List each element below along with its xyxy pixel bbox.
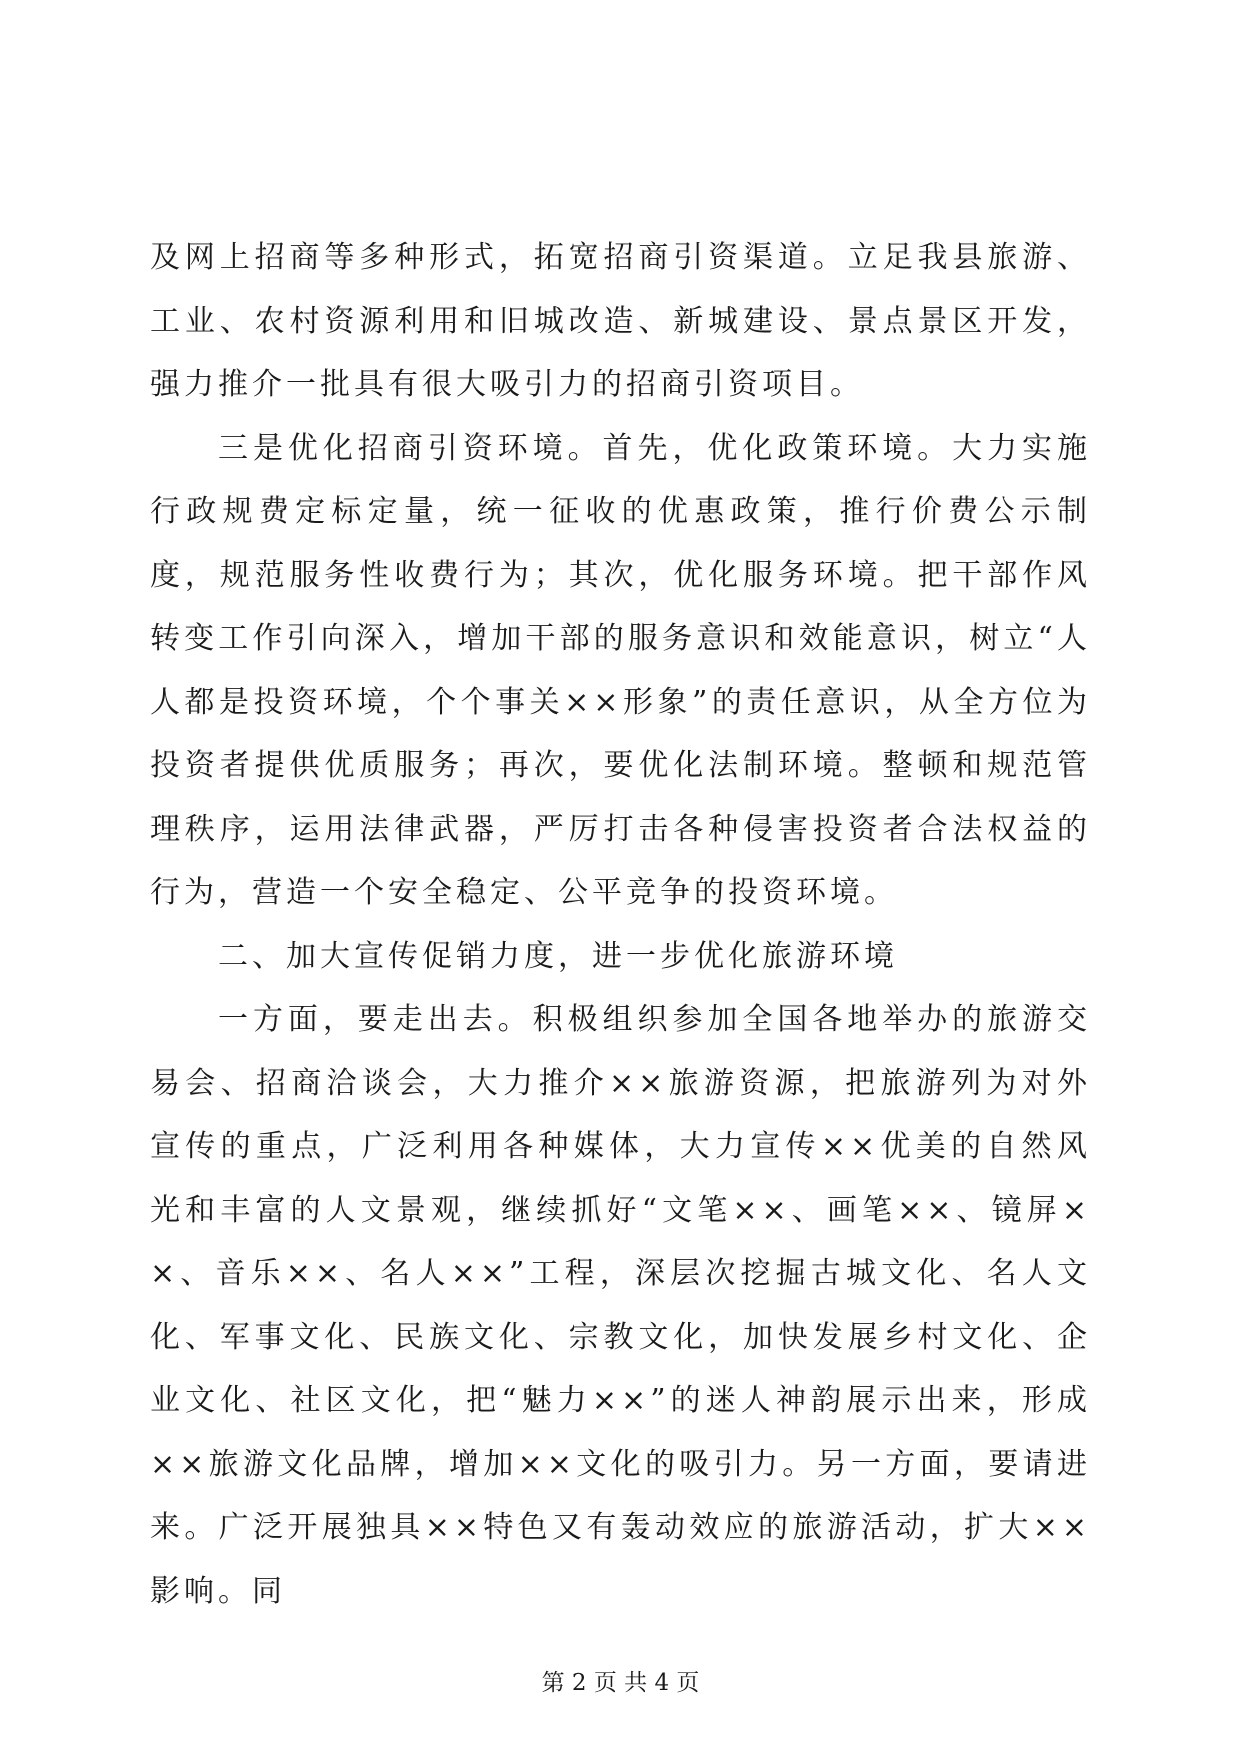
document-body (150, 226, 1091, 1623)
body-paragraph-tourism-promotion: 一方面，要走出去。积极组织参加全国各地举办的旅游交易会、招商洽谈会，大力推介××旅游资源，把旅游列为对外宣传的重点，广泛利用各种媒体，大力宣传××优美的自然风光和丰富的人文景观，继续抓好“文笔××、画笔××、镜屏××、音乐××、名人××”工程，深层次挖掘古城文化、名人文化、军事文化、民族文化、宗教文化，加快发展乡村文化、企业文化、社区文化，把“魅力××”的迷人神韵展示出来，形成××旅游文化品牌，增加××文化的吸引力。另一方面，要请进来。广泛开展独具××特色又有轰动效应的旅游活动，扩大××影响。同 (150, 1002, 1091, 1609)
page-number-footer: 第 2 页 共 4 页 (541, 1670, 700, 1696)
section-heading-promotion: 二、加大宣传促销力度，进一步优化旅游环境 (218, 938, 898, 974)
body-paragraph-investment-environment: 三是优化招商引资环境。首先，优化政策环境。大力实施行政规费定标定量，统一征收的优惠政策，推行价费公示制度，规范服务性收费行为；其次，优化服务环境。把干部作风转变工作引向深入，增加干部的服务意识和效能意识，树立“人人都是投资环境，个个事关××形象”的责任意识，从全方位为投资者提供优质服务；再次，要优化法制环境。整顿和规范管理秩序，运用法律武器，严厉打击各种侵害投资者合法权益的行为，营造一个安全稳定、公平竞争的投资环境。 (150, 430, 1091, 910)
body-paragraph-continuation: 及网上招商等多种形式，拓宽招商引资渠道。立足我县旅游、工业、农村资源利用和旧城改造、新城建设、景点景区开发，强力推介一批具有很大吸引力的招商引资项目。 (150, 240, 1091, 402)
